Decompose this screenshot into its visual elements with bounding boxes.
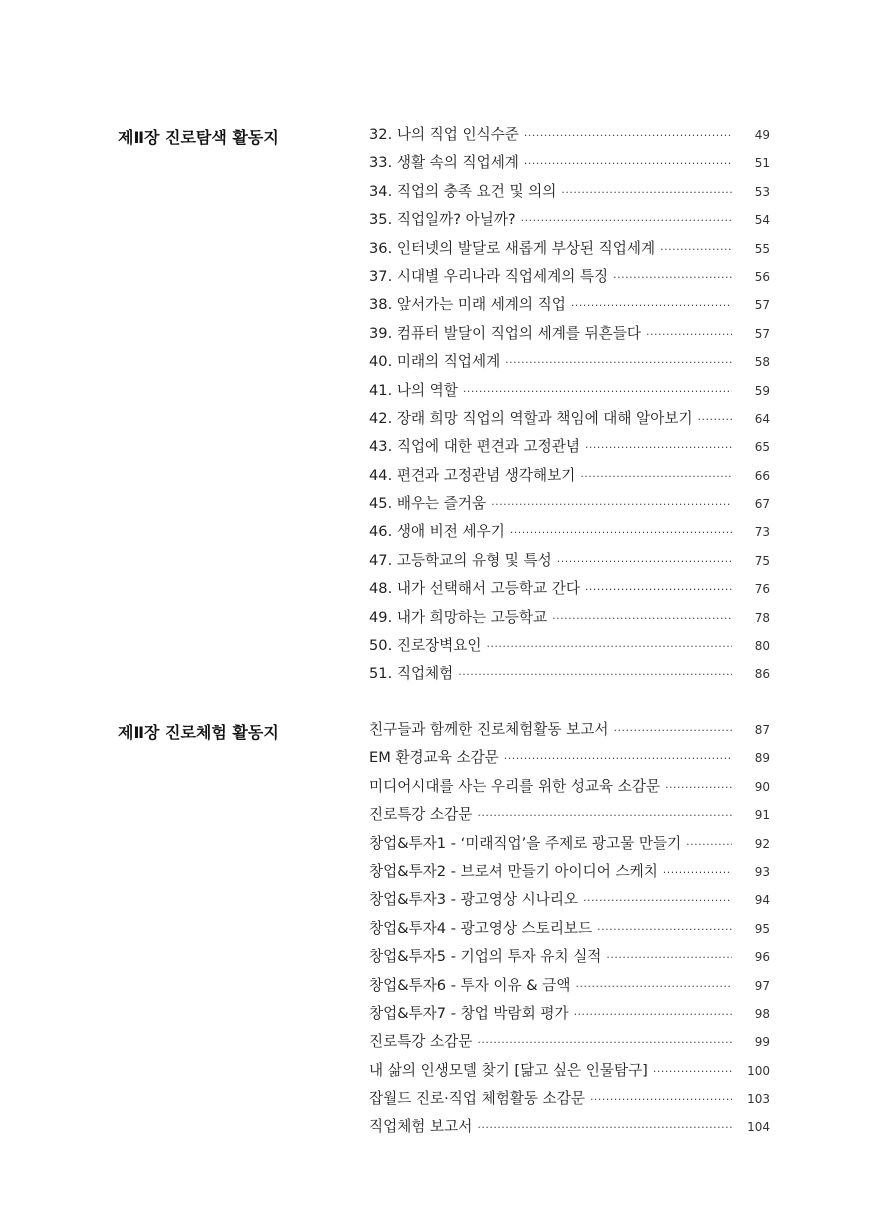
toc-list — [369, 720, 770, 1146]
toc-entry-page-number: 90 — [754, 779, 770, 794]
dot-leader — [571, 296, 732, 316]
toc-entry-title: 창업&투자5 - 기업의 투자 유치 실적 — [369, 948, 602, 966]
toc-entry-page-number: 65 — [754, 440, 770, 455]
toc-entry — [369, 862, 770, 890]
dot-leader — [606, 948, 732, 968]
dot-leader — [505, 353, 732, 373]
toc-entry-title: 46. 생애 비전 세우기 — [369, 523, 505, 541]
dot-leader — [477, 1033, 732, 1053]
toc-entry-page-number: 96 — [754, 950, 770, 965]
toc-entry-title: 미디어시대를 사는 우리를 위한 성교육 소감문 — [369, 777, 661, 795]
toc-entry-title: 37. 시대별 우리나라 직업세계의 특징 — [369, 267, 609, 285]
toc-entry-title: 50. 진로장벽요인 — [369, 637, 482, 655]
dot-leader — [597, 920, 732, 940]
dot-leader — [552, 609, 732, 629]
dot-leader — [463, 382, 732, 402]
toc-entry-title: 진로특강 소감문 — [369, 1033, 473, 1051]
toc-entry-page-number: 57 — [754, 326, 770, 341]
toc-entry-title: 49. 내가 희망하는 고등학교 — [369, 608, 548, 626]
toc-entry — [369, 153, 770, 181]
dot-leader — [646, 325, 732, 345]
toc-entry — [369, 1117, 770, 1145]
dot-leader — [613, 721, 732, 741]
toc-entry-title: 진로특강 소감문 — [369, 806, 473, 824]
toc-entry-title: 33. 생활 속의 직업세계 — [369, 154, 519, 172]
toc-entry-page-number: 64 — [754, 411, 770, 426]
dot-leader — [491, 495, 732, 515]
dot-leader — [510, 523, 732, 543]
dot-leader — [575, 977, 732, 997]
dot-leader — [583, 891, 732, 911]
dot-leader — [660, 240, 732, 260]
toc-entry-title: 32. 나의 직업 인식수준 — [369, 126, 519, 143]
toc-entry — [369, 494, 770, 522]
toc-entry-page-number: 86 — [754, 667, 770, 682]
dot-leader — [585, 438, 732, 458]
toc-entry-page-number: 97 — [754, 978, 770, 993]
toc-entry — [369, 352, 770, 380]
dot-leader — [574, 1005, 732, 1025]
toc-entry — [369, 608, 770, 636]
toc-entry — [369, 522, 770, 550]
section-title: 제Ⅱ장 진로탐색 활동지 — [118, 128, 279, 147]
toc-entry — [369, 834, 770, 862]
toc-entry — [369, 748, 770, 776]
dot-leader — [458, 665, 732, 685]
toc-entry — [369, 1061, 770, 1089]
toc-entry — [369, 324, 770, 352]
dot-leader — [613, 268, 732, 288]
toc-entry-title: 48. 내가 선택해서 고등학교 간다 — [369, 580, 580, 598]
section-title: 제Ⅱ장 진로체험 활동지 — [118, 723, 279, 742]
toc-entry — [369, 579, 770, 607]
toc-entry-page-number: 92 — [754, 836, 770, 851]
toc-entry-title: 직업체험 보고서 — [369, 1118, 473, 1136]
toc-entry-page-number: 93 — [754, 864, 770, 879]
toc-entry-page-number: 75 — [754, 553, 770, 568]
toc-entry-page-number: 59 — [754, 383, 770, 398]
toc-entry-page-number: 53 — [754, 184, 770, 199]
toc-entry — [369, 125, 770, 153]
toc-entry-title: 창업&투자4 - 광고영상 스토리보드 — [369, 919, 593, 937]
dot-leader — [663, 863, 732, 883]
toc-entry — [369, 381, 770, 409]
toc-entry-title: 34. 직업의 충족 요건 및 의의 — [369, 182, 557, 200]
toc-entry-title: 43. 직업에 대한 편견과 고정관념 — [369, 438, 580, 456]
toc-entry-page-number: 73 — [754, 525, 770, 540]
toc-entry-title: 38. 앞서가는 미래 세계의 직업 — [369, 296, 566, 314]
toc-entry-page-number: 49 — [754, 128, 770, 142]
toc-entry-title: 45. 배우는 즐거움 — [369, 495, 487, 513]
toc-entry-title: 51. 직업체험 — [369, 665, 454, 683]
toc-entry — [369, 295, 770, 323]
dot-leader — [524, 126, 732, 146]
toc-entry-page-number: 78 — [754, 610, 770, 625]
toc-entry-page-number: 80 — [754, 639, 770, 654]
toc-entry-page-number: 56 — [754, 269, 770, 284]
toc-entry-title: 41. 나의 역할 — [369, 381, 458, 399]
toc-entry-title: 창업&투자2 - 브로셔 만들기 아이디어 스케치 — [369, 862, 658, 880]
dot-leader — [590, 1090, 732, 1110]
toc-entry — [369, 805, 770, 833]
toc-entry-page-number: 98 — [754, 1006, 770, 1021]
toc-entry — [369, 267, 770, 295]
toc-entry — [369, 947, 770, 975]
dot-leader — [653, 1062, 732, 1082]
toc-entry — [369, 551, 770, 579]
toc-entry-title: 42. 장래 희망 직업의 역할과 책임에 대해 알아보기 — [369, 409, 693, 427]
dot-leader — [486, 637, 732, 657]
toc-entry — [369, 210, 770, 238]
toc-entry-title: 36. 인터넷의 발달로 새롭게 부상된 직업세계 — [369, 239, 656, 257]
toc-entry-page-number: 100 — [747, 1063, 770, 1078]
toc-entry — [369, 409, 770, 437]
toc-entry-title: 창업&투자6 - 투자 이유 & 금액 — [369, 976, 571, 994]
toc-entry-page-number: 104 — [747, 1120, 770, 1135]
toc-entry-page-number: 91 — [754, 808, 770, 823]
toc-entry — [369, 1089, 770, 1117]
toc-entry-page-number: 67 — [754, 497, 770, 512]
toc-entry — [369, 919, 770, 947]
toc-entry-title: 창업&투자1 - ‘미래직업’을 주제로 광고물 만들기 — [369, 834, 682, 852]
toc-entry-title: 47. 고등학교의 유형 및 특성 — [369, 551, 552, 569]
dot-leader — [521, 211, 732, 231]
toc-entry — [369, 182, 770, 210]
dot-leader — [504, 749, 732, 769]
toc-entry-title: 창업&투자7 - 창업 박람회 평가 — [369, 1004, 569, 1022]
toc-entry-page-number: 87 — [754, 723, 770, 737]
toc-entry-page-number: 95 — [754, 921, 770, 936]
toc-entry — [369, 1004, 770, 1032]
toc-entry — [369, 890, 770, 918]
toc-entry — [369, 466, 770, 494]
toc-entry-title: EM 환경교육 소감문 — [369, 749, 499, 767]
dot-leader — [561, 183, 732, 203]
toc-entry-title: 35. 직업일까? 아닐까? — [369, 211, 516, 229]
toc-entry-page-number: 99 — [754, 1035, 770, 1050]
toc-entry-page-number: 66 — [754, 468, 770, 483]
toc-entry — [369, 664, 770, 692]
dot-leader — [665, 778, 732, 798]
toc-entry-title: 내 삶의 인생모델 찾기 [닮고 싶은 인물탐구] — [369, 1061, 648, 1079]
toc-entry-page-number: 76 — [754, 582, 770, 597]
toc-entry — [369, 437, 770, 465]
toc-entry-page-number: 55 — [754, 241, 770, 256]
toc-entry-page-number: 58 — [754, 355, 770, 370]
toc-entry-page-number: 89 — [754, 751, 770, 766]
dot-leader — [557, 552, 732, 572]
toc-entry — [369, 636, 770, 664]
toc-list — [369, 125, 770, 693]
toc-entry — [369, 1032, 770, 1060]
toc-entry-page-number: 54 — [754, 213, 770, 228]
dot-leader — [580, 467, 732, 487]
toc-entry-page-number: 57 — [754, 298, 770, 313]
toc-entry — [369, 976, 770, 1004]
toc-entry — [369, 777, 770, 805]
toc-entry — [369, 720, 770, 748]
toc-entry-page-number: 103 — [747, 1092, 770, 1107]
dot-leader — [524, 154, 732, 174]
toc-entry-page-number: 51 — [754, 156, 770, 171]
dot-leader — [585, 580, 732, 600]
dot-leader — [686, 835, 732, 855]
toc-entry-page-number: 94 — [754, 893, 770, 908]
dot-leader — [698, 410, 732, 430]
dot-leader — [477, 1118, 732, 1138]
toc-entry-title: 친구들과 함께한 진로체험활동 보고서 — [369, 721, 609, 738]
toc-entry-title: 창업&투자3 - 광고영상 시나리오 — [369, 891, 579, 909]
dot-leader — [477, 806, 732, 826]
toc-entry — [369, 239, 770, 267]
toc-entry-title: 44. 편견과 고정관념 생각해보기 — [369, 466, 576, 484]
toc-entry-title: 40. 미래의 직업세계 — [369, 353, 501, 371]
toc-entry-title: 잡월드 진로·직업 체험활동 소감문 — [369, 1090, 585, 1108]
toc-entry-title: 39. 컴퓨터 발달이 직업의 세계를 뒤흔들다 — [369, 324, 641, 342]
